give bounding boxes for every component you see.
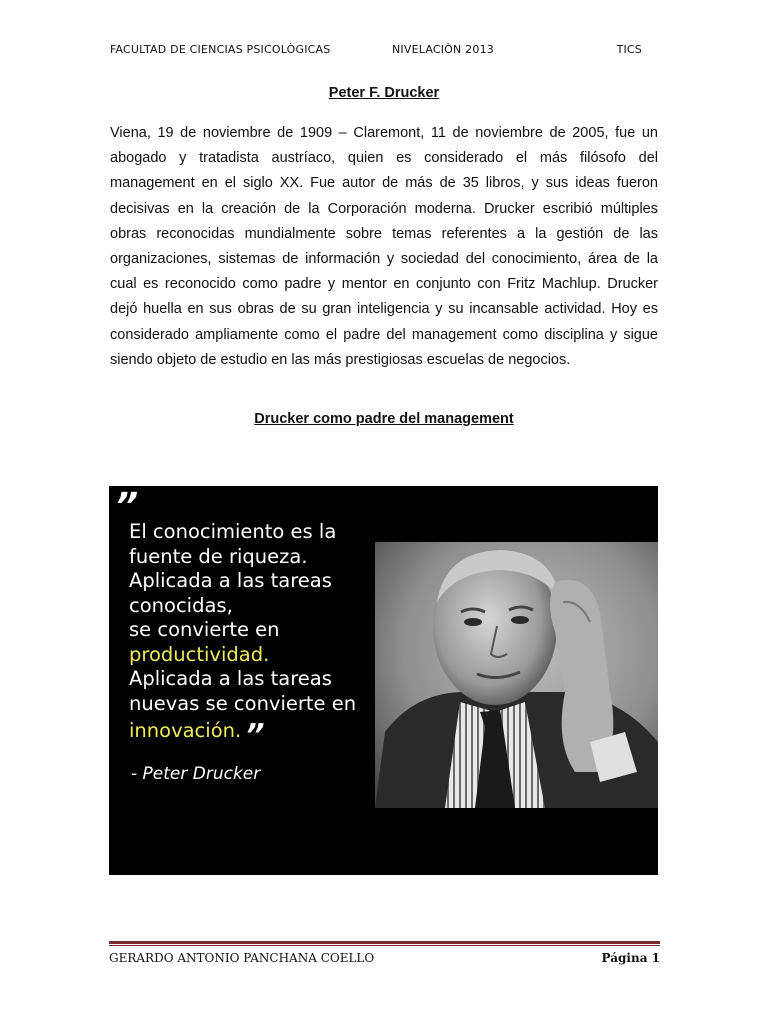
quote-text <box>129 520 389 753</box>
portrait-photo <box>375 542 658 808</box>
quote-line: El conocimiento es la <box>129 520 337 543</box>
footer-divider <box>109 941 660 947</box>
page-header <box>110 43 650 59</box>
close-quote-mark: ” <box>245 718 265 753</box>
quote-image <box>109 486 658 875</box>
quote-line: productividad. <box>129 642 270 666</box>
section-subtitle: Drucker como padre del management <box>254 411 514 427</box>
page-footer <box>109 951 660 967</box>
quote-line: se convierte en <box>129 618 280 641</box>
quote-author: - Peter Drucker <box>131 764 261 784</box>
quote-line: fuente de riqueza. <box>129 544 308 568</box>
header-faculty: FACULTAD DE CIENCIAS PSICOLÒGICAS <box>110 43 331 56</box>
page-title: Peter F. Drucker <box>328 85 440 101</box>
footer-author: GERARDO ANTONIO PANCHANA COELLO <box>109 951 375 965</box>
quote-line: nuevas se convierte en <box>129 691 357 715</box>
quote-line: Aplicada a las tareas <box>129 667 332 690</box>
footer-page-number: Página 1 <box>601 951 660 965</box>
quote-line: Aplicada a las tareas <box>129 569 332 592</box>
open-quote-mark: ” <box>115 486 139 527</box>
quote-line: conocidas, <box>129 593 233 617</box>
body-paragraph: Viena, 19 de noviembre de 1909 – Claremont, 11 de noviembre de 2005, fue un abogado y tratadista austríaco, quien es considerado el más filósofo del management en el siglo XX. Fue autor de más de 35 libros, y sus ideas fueron decisivas en la creación de la Corporación moderna. Drucker escribió múltiples obras reconocidas mundialmente sobre temas referentes a la gestión de las organizaciones, sistemas de información y sociedad del conocimiento, área de la cual es reconocido como padre y mentor en conjunto con Fritz Machlup. Drucker dejó huella en sus obras de su gran inteligencia y su incansable actividad. Hoy es considerado ampliamente como el padre del management como disciplina y sigue siendo objeto de estudio en las más prestigiosas escuelas de negocios. <box>110 125 658 368</box>
header-course: NIVELACIÒN 2013 <box>392 43 494 56</box>
header-subject: TICS <box>616 43 642 56</box>
quote-line: innovación. ” <box>129 718 265 753</box>
